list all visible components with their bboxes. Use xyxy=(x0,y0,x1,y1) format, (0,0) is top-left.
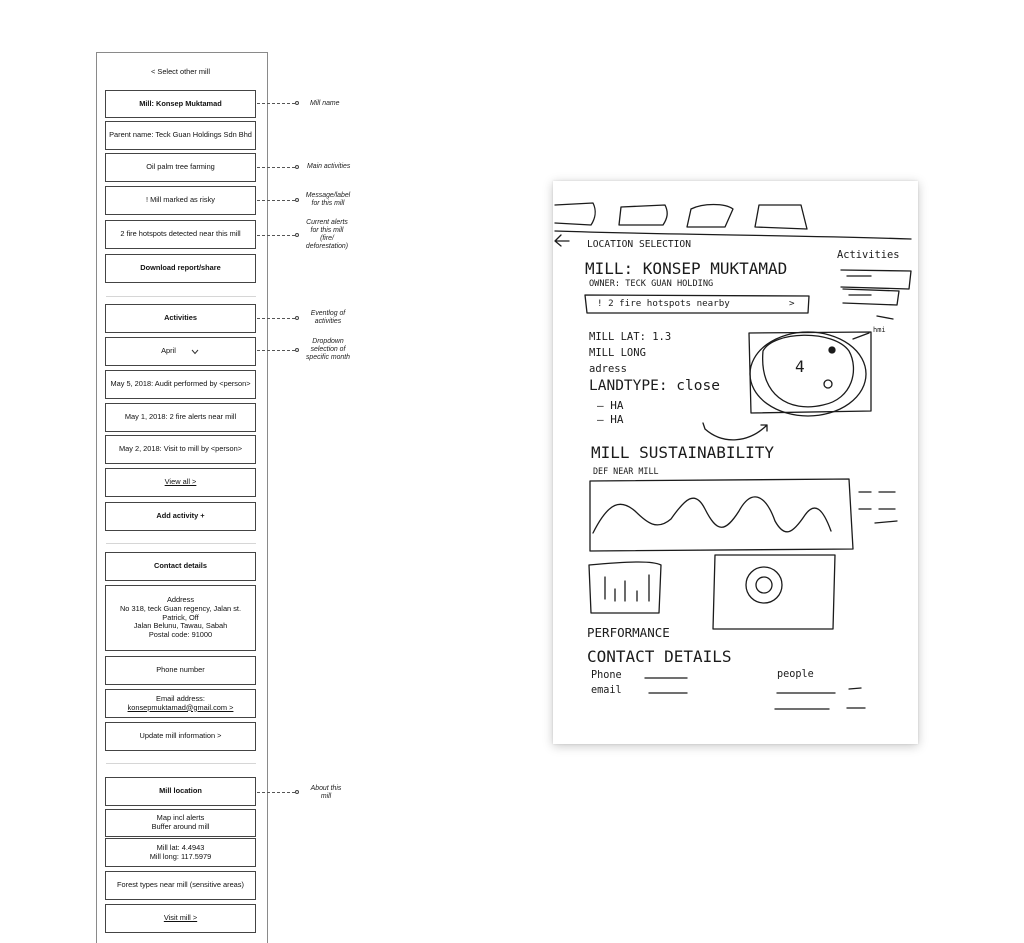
mill-lat: Mill lat: 4.4943 xyxy=(156,842,205,852)
mill-long: Mill long: 117.5979 xyxy=(149,851,212,861)
annotation-connector xyxy=(257,200,295,201)
sketch-mill-title: MILL: KONSEP MUKTAMAD xyxy=(585,259,788,278)
annotation-line: mill xyxy=(320,793,332,801)
annotation-dot xyxy=(295,790,299,794)
phone-number-box: Phone number xyxy=(105,656,256,685)
sketch-tab xyxy=(619,205,667,225)
sketch-tab xyxy=(687,205,733,228)
address-box xyxy=(105,585,256,651)
activity-item[interactable]: May 1, 2018: 2 fire alerts near mill xyxy=(105,403,256,432)
annotation-current-alerts xyxy=(298,219,356,251)
annotation-dot xyxy=(295,165,299,169)
annotation-mill-name: Mill name xyxy=(310,100,340,107)
chevron-down-icon xyxy=(190,349,200,355)
sketch-email: email xyxy=(591,685,622,696)
main-activity-box: Oil palm tree farming xyxy=(105,153,256,182)
email-box xyxy=(105,689,256,718)
sketch-panel-frame xyxy=(713,555,835,629)
activity-item[interactable]: May 2, 2018: Visit to mill by <person> xyxy=(105,435,256,464)
sketch-map-label: hmi xyxy=(873,326,886,334)
sketch-activity-box xyxy=(843,289,899,305)
sketch-def-near: DEF NEAR MILL xyxy=(593,466,659,476)
annotation-connector xyxy=(257,103,295,104)
sketch-mill-lat: MILL LAT: 1.3 xyxy=(589,331,672,343)
address-line: Postal code: 91000 xyxy=(148,630,213,640)
sketch-address: adress xyxy=(589,363,627,375)
add-activity-button[interactable]: Add activity + xyxy=(105,502,256,531)
sketch-header-line xyxy=(555,231,911,239)
mill-location-header: Mill location xyxy=(105,777,256,806)
annotation-message-label xyxy=(298,192,358,208)
sketch-people: people xyxy=(777,669,814,680)
risk-label-box: ! Mill marked as risky xyxy=(105,186,256,215)
mill-name-box: Mill: Konsep Muktamad xyxy=(105,90,256,118)
sketch-owner: OWNER: TECK GUAN HOLDING xyxy=(589,279,714,289)
sketch-activity-line xyxy=(877,316,893,319)
annotation-line: specific month xyxy=(305,354,351,362)
arrow-left-icon xyxy=(555,235,569,246)
annotation-connector xyxy=(257,350,295,351)
annotation-eventlog xyxy=(300,310,356,326)
fire-alert-box[interactable]: 2 fire hotspots detected near this mill xyxy=(105,220,256,249)
annotation-line: activities xyxy=(314,318,342,326)
sketch-tab xyxy=(555,203,595,225)
sketch-activities-label: Activities xyxy=(837,249,900,261)
sketch-bar-marks xyxy=(605,575,649,601)
sketch-map-marker xyxy=(824,380,832,388)
month-label: April xyxy=(161,346,176,356)
address-line: No 318, teck Guan regency, Jalan st. xyxy=(119,603,242,613)
sketch-alert-chevron: > xyxy=(789,298,795,309)
annotation-line: Current alerts xyxy=(306,219,348,226)
annotation-connector xyxy=(257,167,295,168)
divider xyxy=(106,543,256,544)
annotation-line: for this mill xyxy=(310,227,344,235)
annotation-line: About this xyxy=(310,785,342,792)
visit-mill-label: Visit mill > xyxy=(163,913,198,923)
hand-drawn-sketch xyxy=(553,181,918,744)
sketch-chart-wave xyxy=(593,497,831,533)
sketch-contact: CONTACT DETAILS xyxy=(587,647,732,666)
sketch-swipe-arrow xyxy=(703,423,767,440)
map-line: Buffer around mill xyxy=(151,822,210,831)
annotation-about-mill xyxy=(302,785,350,801)
annotation-line: for this mill xyxy=(311,200,345,208)
annotation-line: deforestation) xyxy=(305,243,349,251)
address-line: Address xyxy=(166,594,195,604)
map-box[interactable] xyxy=(105,809,256,837)
visit-mill-link[interactable] xyxy=(105,904,256,933)
annotation-line: Dropdown xyxy=(312,338,344,345)
sketch-map-glyph: 4 xyxy=(795,357,805,376)
divider xyxy=(106,296,256,297)
view-all-activities-link[interactable] xyxy=(105,468,256,497)
sketch-map-pointer xyxy=(853,333,869,339)
download-report-button[interactable]: Download report/share xyxy=(105,254,256,283)
sketch-location-selection: LOCATION SELECTION xyxy=(587,239,691,250)
sketch-alert-text: ! 2 fire hotspots nearby xyxy=(597,298,730,309)
sketch-sustainability: MILL SUSTAINABILITY xyxy=(591,443,775,462)
divider xyxy=(106,763,256,764)
activities-header: Activities xyxy=(105,304,256,333)
month-dropdown[interactable] xyxy=(105,337,256,366)
annotation-connector xyxy=(257,235,295,236)
select-other-mill-link[interactable]: < Select other mill xyxy=(151,67,210,76)
annotation-main-activities: Main activities xyxy=(307,163,351,170)
map-line: Map incl alerts xyxy=(156,813,205,823)
address-line: Jalan Belunu, Tawau, Sabah xyxy=(133,621,228,631)
sketch-performance: PERFORMANCE xyxy=(587,625,670,640)
email-link[interactable]: konsepmuktamad@gmail.com > xyxy=(127,702,234,712)
sketch-chart-frame xyxy=(590,479,853,551)
contact-details-header: Contact details xyxy=(105,552,256,581)
annotation-dot xyxy=(295,101,299,105)
annotation-line: Message/label xyxy=(305,192,351,199)
sketch-underline xyxy=(849,688,861,689)
sketch-ha: — HA xyxy=(597,399,624,412)
sketch-legend-line xyxy=(875,521,897,523)
sketch-landtype: LANDTYPE: close xyxy=(589,378,720,394)
sketch-tab xyxy=(755,205,807,229)
forest-types-box[interactable]: Forest types near mill (sensitive areas) xyxy=(105,871,256,900)
sketch-mill-long: MILL LONG xyxy=(589,347,646,359)
annotation-line: (fire/ xyxy=(320,235,334,243)
sketch-ha: — HA xyxy=(597,413,624,426)
sketch-donut-outer xyxy=(746,567,782,603)
update-mill-info-button[interactable]: Update mill information > xyxy=(105,722,256,751)
sketch-phone: Phone xyxy=(591,670,622,681)
annotation-connector xyxy=(257,792,295,793)
address-line: Patrick, Off xyxy=(162,612,199,622)
annotation-dropdown xyxy=(299,338,357,362)
annotation-dot xyxy=(295,316,299,320)
coordinates-box xyxy=(105,838,256,867)
annotation-line: selection of xyxy=(310,346,346,354)
annotation-line: Eventlog of xyxy=(310,310,346,317)
email-label: Email address: xyxy=(156,693,205,703)
sketch-donut-inner xyxy=(756,577,772,593)
sketch-map-marker xyxy=(829,347,835,353)
parent-name-box: Parent name: Teck Guan Holdings Sdn Bhd xyxy=(105,121,256,150)
view-all-label: View all > xyxy=(164,477,197,487)
sketch-map-ring xyxy=(750,332,866,416)
sketch-activity-box xyxy=(841,270,911,289)
activity-item[interactable]: May 5, 2018: Audit performed by <person> xyxy=(105,370,256,399)
annotation-connector xyxy=(257,318,295,319)
sketch-map-blob xyxy=(763,335,854,407)
